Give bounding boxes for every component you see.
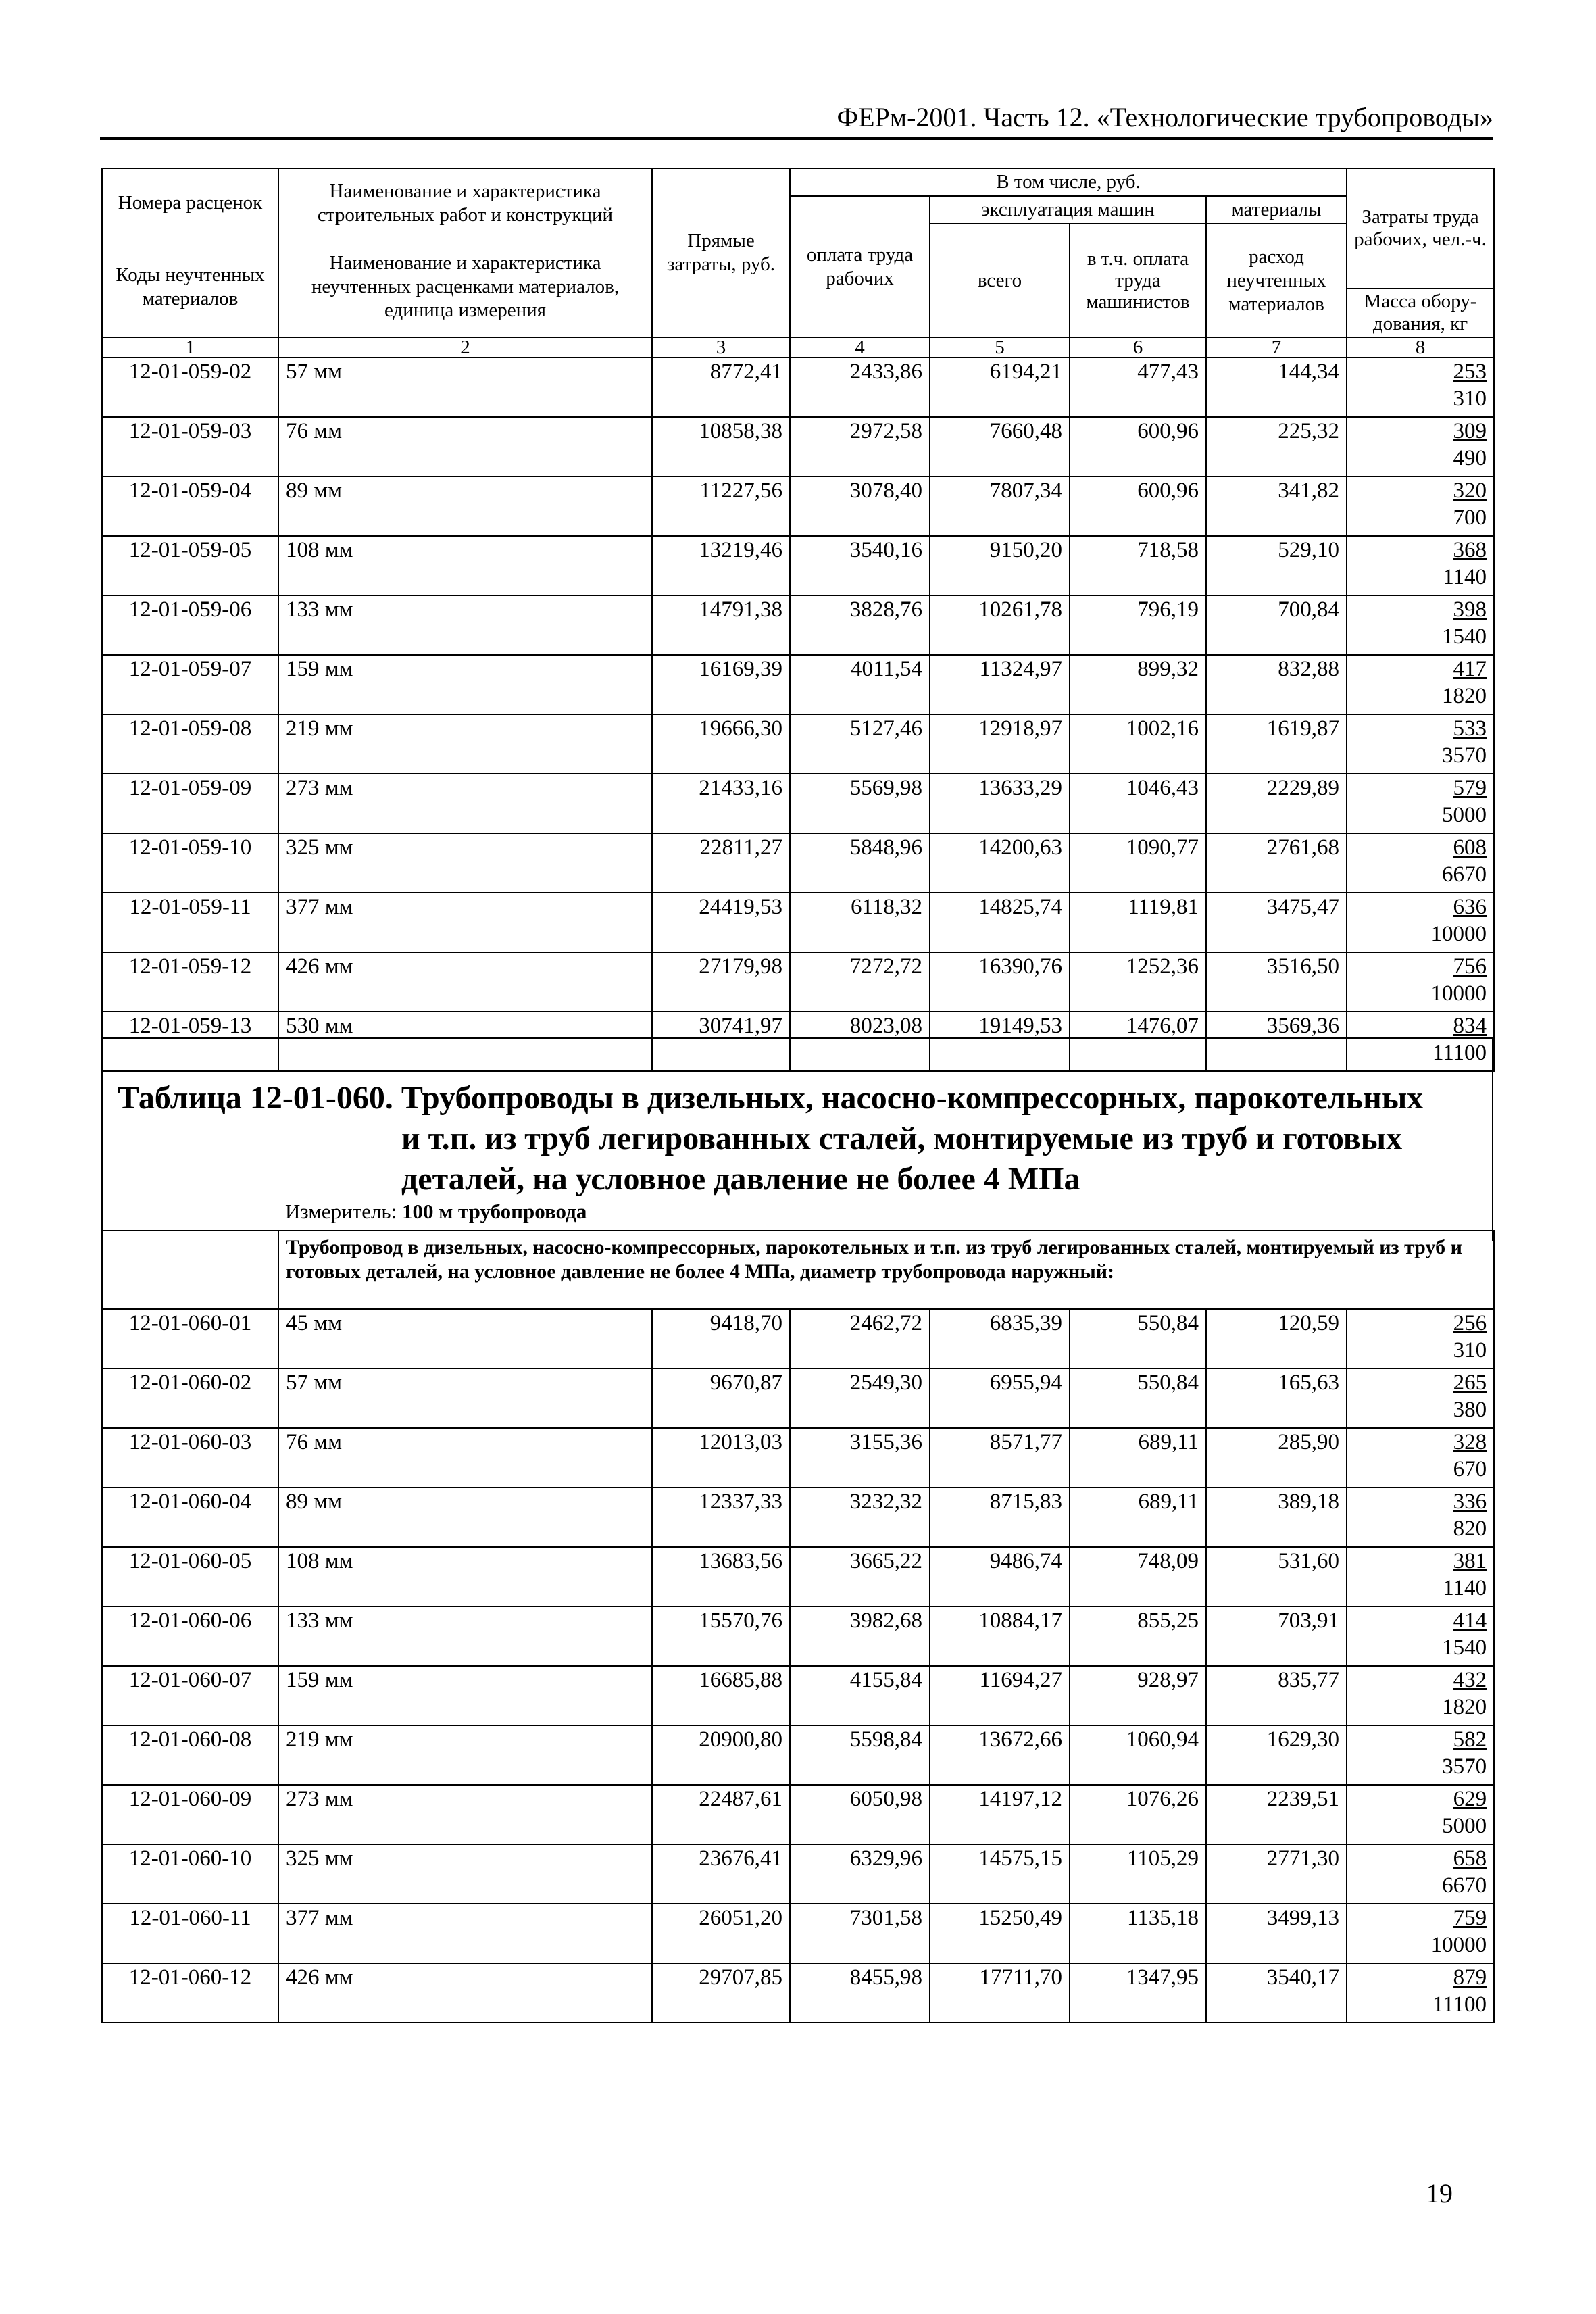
table-row bbox=[102, 774, 1494, 833]
materials-cost: 165,63 bbox=[1206, 1369, 1347, 1428]
operators-wages: 689,11 bbox=[1070, 1487, 1206, 1547]
materials-cost: 3569,36 bbox=[1206, 1012, 1347, 1071]
direct-costs: 16685,88 bbox=[652, 1666, 790, 1725]
machines-total: 14197,12 bbox=[930, 1785, 1070, 1844]
direct-costs: 19666,30 bbox=[652, 714, 790, 774]
pipe-diameter: 89 мм bbox=[278, 1487, 652, 1547]
labor-and-mass bbox=[1347, 893, 1494, 952]
direct-costs: 29707,85 bbox=[652, 1963, 790, 2023]
table-row bbox=[102, 1606, 1494, 1666]
labor-and-mass bbox=[1347, 1666, 1494, 1725]
labor-hours: 432 bbox=[1453, 1668, 1487, 1692]
equipment-mass: 1540 bbox=[1442, 1635, 1487, 1660]
rate-code: 12-01-060-04 bbox=[102, 1487, 278, 1547]
table-row bbox=[102, 714, 1494, 774]
measure-label: Измеритель: bbox=[285, 1200, 397, 1223]
labor-hours: 608 bbox=[1453, 835, 1487, 860]
pipe-diameter: 57 мм bbox=[278, 358, 652, 417]
rate-code: 12-01-060-10 bbox=[102, 1844, 278, 1904]
labor-hours: 320 bbox=[1453, 478, 1487, 503]
equipment-mass: 10000 bbox=[1430, 1933, 1487, 1957]
equipment-mass: 3570 bbox=[1442, 1754, 1487, 1779]
operators-wages: 1476,07 bbox=[1070, 1012, 1206, 1071]
table-title-section bbox=[101, 1037, 1493, 1241]
rate-code: 12-01-059-02 bbox=[102, 358, 278, 417]
machines-total: 6955,94 bbox=[930, 1369, 1070, 1428]
col-direct-costs-header: Прямые затраты, руб. bbox=[652, 168, 790, 337]
operators-wages: 1105,29 bbox=[1070, 1844, 1206, 1904]
wages: 3232,32 bbox=[790, 1487, 930, 1547]
rate-code: 12-01-059-10 bbox=[102, 833, 278, 893]
equipment-mass: 10000 bbox=[1430, 981, 1487, 1006]
direct-costs: 26051,20 bbox=[652, 1904, 790, 1963]
table-row bbox=[102, 833, 1494, 893]
pipe-diameter: 76 мм bbox=[278, 1428, 652, 1487]
rate-code: 12-01-059-07 bbox=[102, 655, 278, 714]
machines-total: 17711,70 bbox=[930, 1963, 1070, 2023]
equipment-mass: 1140 bbox=[1443, 1576, 1487, 1600]
machines-total: 14825,74 bbox=[930, 893, 1070, 952]
materials-cost: 3475,47 bbox=[1206, 893, 1347, 952]
labor-and-mass bbox=[1347, 1963, 1494, 2023]
machines-total: 10884,17 bbox=[930, 1606, 1070, 1666]
labor-and-mass bbox=[1347, 952, 1494, 1012]
materials-cost: 832,88 bbox=[1206, 655, 1347, 714]
direct-costs: 22487,61 bbox=[652, 1785, 790, 1844]
wages: 3155,36 bbox=[790, 1428, 930, 1487]
col-work-name-header: Наименование и характеристика строительных работ и конструкций bbox=[278, 168, 652, 237]
labor-and-mass bbox=[1347, 1369, 1494, 1428]
equipment-mass: 380 bbox=[1453, 1398, 1487, 1422]
table-row bbox=[102, 1725, 1494, 1785]
wages: 6118,32 bbox=[790, 893, 930, 952]
materials-cost: 389,18 bbox=[1206, 1487, 1347, 1547]
materials-cost: 341,82 bbox=[1206, 476, 1347, 536]
wages: 3540,16 bbox=[790, 536, 930, 595]
table-row bbox=[102, 1369, 1494, 1428]
direct-costs: 23676,41 bbox=[652, 1844, 790, 1904]
labor-and-mass bbox=[1347, 1606, 1494, 1666]
machines-total: 8715,83 bbox=[930, 1487, 1070, 1547]
materials-cost: 225,32 bbox=[1206, 417, 1347, 476]
table-row bbox=[102, 893, 1494, 952]
col-number-3: 3 bbox=[652, 337, 790, 358]
table-row bbox=[102, 1487, 1494, 1547]
table-row bbox=[102, 1547, 1494, 1606]
rate-code: 12-01-059-04 bbox=[102, 476, 278, 536]
labor-and-mass bbox=[1347, 655, 1494, 714]
equipment-mass: 5000 bbox=[1442, 803, 1487, 827]
direct-costs: 13683,56 bbox=[652, 1547, 790, 1606]
materials-cost: 3540,17 bbox=[1206, 1963, 1347, 2023]
wages: 2433,86 bbox=[790, 358, 930, 417]
materials-cost: 2239,51 bbox=[1206, 1785, 1347, 1844]
table-row bbox=[102, 1428, 1494, 1487]
wages: 3982,68 bbox=[790, 1606, 930, 1666]
equipment-mass: 10000 bbox=[1430, 922, 1487, 946]
col-mass-header: Масса обору-дования, кг bbox=[1347, 289, 1494, 337]
col-material-name-header: Наименование и характеристика неучтенных расценками материалов, единица измерения bbox=[278, 237, 652, 337]
labor-and-mass bbox=[1347, 1487, 1494, 1547]
labor-and-mass bbox=[1347, 1725, 1494, 1785]
wages: 5598,84 bbox=[790, 1725, 930, 1785]
pipe-diameter: 273 мм bbox=[278, 774, 652, 833]
machines-total: 19149,53 bbox=[930, 1012, 1070, 1071]
machines-total: 13633,29 bbox=[930, 774, 1070, 833]
equipment-mass: 11100 bbox=[1432, 1041, 1487, 1065]
materials-cost: 2761,68 bbox=[1206, 833, 1347, 893]
pipe-diameter: 426 мм bbox=[278, 952, 652, 1012]
operators-wages: 550,84 bbox=[1070, 1309, 1206, 1369]
materials-cost: 529,10 bbox=[1206, 536, 1347, 595]
pipe-diameter: 273 мм bbox=[278, 1785, 652, 1844]
section-code-cell bbox=[102, 1231, 278, 1309]
direct-costs: 9670,87 bbox=[652, 1369, 790, 1428]
equipment-mass: 5000 bbox=[1442, 1814, 1487, 1838]
direct-costs: 10858,38 bbox=[652, 417, 790, 476]
pipe-diameter: 108 мм bbox=[278, 1547, 652, 1606]
materials-cost: 3499,13 bbox=[1206, 1904, 1347, 1963]
wages: 4011,54 bbox=[790, 655, 930, 714]
equipment-mass: 1820 bbox=[1442, 684, 1487, 708]
table-row bbox=[102, 1963, 1494, 2023]
pipe-diameter: 57 мм bbox=[278, 1369, 652, 1428]
rate-code: 12-01-059-05 bbox=[102, 536, 278, 595]
pipe-diameter: 45 мм bbox=[278, 1309, 652, 1369]
rate-code: 12-01-059-12 bbox=[102, 952, 278, 1012]
operators-wages: 748,09 bbox=[1070, 1547, 1206, 1606]
machines-total: 16390,76 bbox=[930, 952, 1070, 1012]
wages: 4155,84 bbox=[790, 1666, 930, 1725]
labor-and-mass bbox=[1347, 1904, 1494, 1963]
equipment-mass: 1820 bbox=[1442, 1695, 1487, 1719]
machines-total: 14575,15 bbox=[930, 1844, 1070, 1904]
wages: 6050,98 bbox=[790, 1785, 930, 1844]
operators-wages: 1060,94 bbox=[1070, 1725, 1206, 1785]
machines-total: 15250,49 bbox=[930, 1904, 1070, 1963]
equipment-mass: 6670 bbox=[1442, 862, 1487, 887]
labor-hours: 756 bbox=[1453, 954, 1487, 979]
table-row bbox=[102, 417, 1494, 476]
col-number-5: 5 bbox=[930, 337, 1070, 358]
rate-code: 12-01-059-13 bbox=[102, 1012, 278, 1071]
operators-wages: 1002,16 bbox=[1070, 714, 1206, 774]
wages: 8023,08 bbox=[790, 1012, 930, 1071]
rate-code: 12-01-060-05 bbox=[102, 1547, 278, 1606]
pipe-diameter: 530 мм bbox=[278, 1012, 652, 1071]
operators-wages: 1046,43 bbox=[1070, 774, 1206, 833]
rate-code: 12-01-060-09 bbox=[102, 1785, 278, 1844]
direct-costs: 15570,76 bbox=[652, 1606, 790, 1666]
rate-code: 12-01-060-03 bbox=[102, 1428, 278, 1487]
machines-total: 11694,27 bbox=[930, 1666, 1070, 1725]
operators-wages: 1347,95 bbox=[1070, 1963, 1206, 2023]
direct-costs: 21433,16 bbox=[652, 774, 790, 833]
machines-total: 9150,20 bbox=[930, 536, 1070, 595]
materials-cost: 285,90 bbox=[1206, 1428, 1347, 1487]
labor-hours: 414 bbox=[1453, 1608, 1487, 1633]
rate-code: 12-01-059-06 bbox=[102, 595, 278, 655]
labor-hours: 533 bbox=[1453, 716, 1487, 741]
materials-cost: 1629,30 bbox=[1206, 1725, 1347, 1785]
equipment-mass: 310 bbox=[1453, 387, 1487, 411]
wages: 8455,98 bbox=[790, 1963, 930, 2023]
direct-costs: 22811,27 bbox=[652, 833, 790, 893]
labor-hours: 658 bbox=[1453, 1846, 1487, 1871]
table-row bbox=[102, 1844, 1494, 1904]
pipe-diameter: 325 мм bbox=[278, 833, 652, 893]
operators-wages: 899,32 bbox=[1070, 655, 1206, 714]
equipment-mass: 1540 bbox=[1442, 624, 1487, 649]
wages: 7301,58 bbox=[790, 1904, 930, 1963]
col-operators-header: в т.ч. оплата труда машинистов bbox=[1070, 224, 1206, 337]
wages: 5848,96 bbox=[790, 833, 930, 893]
labor-and-mass bbox=[1347, 714, 1494, 774]
materials-cost: 2771,30 bbox=[1206, 1844, 1347, 1904]
direct-costs: 12337,33 bbox=[652, 1487, 790, 1547]
operators-wages: 477,43 bbox=[1070, 358, 1206, 417]
pipe-diameter: 89 мм bbox=[278, 476, 652, 536]
col-rate-number-header: Номера расценок bbox=[102, 168, 278, 237]
labor-hours: 253 bbox=[1453, 360, 1487, 384]
col-number-4: 4 bbox=[790, 337, 930, 358]
labor-and-mass bbox=[1347, 1428, 1494, 1487]
labor-hours: 256 bbox=[1453, 1311, 1487, 1335]
table-row bbox=[102, 1309, 1494, 1369]
table-title-line-3: деталей, на условное давление не более 4 МПа bbox=[401, 1161, 1080, 1197]
direct-costs: 8772,41 bbox=[652, 358, 790, 417]
pipe-diameter: 219 мм bbox=[278, 714, 652, 774]
machines-total: 6194,21 bbox=[930, 358, 1070, 417]
pipe-diameter: 377 мм bbox=[278, 1904, 652, 1963]
machines-total: 13672,66 bbox=[930, 1725, 1070, 1785]
equipment-mass: 490 bbox=[1453, 446, 1487, 470]
rate-code: 12-01-059-03 bbox=[102, 417, 278, 476]
wages: 2972,58 bbox=[790, 417, 930, 476]
operators-wages: 600,96 bbox=[1070, 417, 1206, 476]
rate-code: 12-01-060-01 bbox=[102, 1309, 278, 1369]
equipment-mass: 1140 bbox=[1443, 565, 1487, 589]
labor-hours: 265 bbox=[1453, 1371, 1487, 1395]
direct-costs: 30741,97 bbox=[652, 1012, 790, 1071]
direct-costs: 13219,46 bbox=[652, 536, 790, 595]
pipe-diameter: 133 мм bbox=[278, 1606, 652, 1666]
operators-wages: 689,11 bbox=[1070, 1428, 1206, 1487]
equipment-mass: 820 bbox=[1453, 1517, 1487, 1541]
labor-hours: 381 bbox=[1453, 1549, 1487, 1573]
equipment-mass: 310 bbox=[1453, 1338, 1487, 1362]
section-description: Трубопровод в дизельных, насосно-компрессорных, парокотельных и т.п. из труб легированных сталей, монтируемый из труб и готовых деталей, на условное давление не более 4 МПа, диаметр трубопровода наружный: bbox=[278, 1231, 1494, 1309]
operators-wages: 600,96 bbox=[1070, 476, 1206, 536]
rate-code: 12-01-060-07 bbox=[102, 1666, 278, 1725]
equipment-mass: 6670 bbox=[1442, 1873, 1487, 1898]
direct-costs: 24419,53 bbox=[652, 893, 790, 952]
operators-wages: 1076,26 bbox=[1070, 1785, 1206, 1844]
operators-wages: 855,25 bbox=[1070, 1606, 1206, 1666]
col-number-2: 2 bbox=[278, 337, 652, 358]
wages: 3078,40 bbox=[790, 476, 930, 536]
rate-code: 12-01-059-09 bbox=[102, 774, 278, 833]
materials-cost: 120,59 bbox=[1206, 1309, 1347, 1369]
pipe-diameter: 133 мм bbox=[278, 595, 652, 655]
labor-and-mass bbox=[1347, 774, 1494, 833]
measure-unit bbox=[285, 1200, 587, 1224]
wages: 5569,98 bbox=[790, 774, 930, 833]
materials-cost: 144,34 bbox=[1206, 358, 1347, 417]
pipe-diameter: 219 мм bbox=[278, 1725, 652, 1785]
running-header: ФЕРм-2001. Часть 12. «Технологические трубопроводы» bbox=[100, 101, 1493, 140]
materials-cost: 835,77 bbox=[1206, 1666, 1347, 1725]
table-title-line-1: Таблица 12-01-060. Трубопроводы в дизельных, насосно-компрессорных, парокотельных bbox=[118, 1080, 1424, 1116]
col-wages-header: оплата труда рабочих bbox=[790, 196, 930, 337]
labor-hours: 759 bbox=[1453, 1906, 1487, 1930]
col-machines-total-header: всего bbox=[930, 224, 1070, 337]
operators-wages: 1252,36 bbox=[1070, 952, 1206, 1012]
direct-costs: 11227,56 bbox=[652, 476, 790, 536]
machines-total: 10261,78 bbox=[930, 595, 1070, 655]
labor-hours: 582 bbox=[1453, 1727, 1487, 1752]
col-materials-group-header: материалы bbox=[1206, 196, 1347, 224]
labor-hours: 368 bbox=[1453, 538, 1487, 562]
labor-hours: 629 bbox=[1453, 1787, 1487, 1811]
labor-and-mass bbox=[1347, 595, 1494, 655]
labor-and-mass bbox=[1347, 1844, 1494, 1904]
materials-cost: 700,84 bbox=[1206, 595, 1347, 655]
table-row bbox=[102, 655, 1494, 714]
machines-total: 11324,97 bbox=[930, 655, 1070, 714]
table-row bbox=[102, 358, 1494, 417]
operators-wages: 718,58 bbox=[1070, 536, 1206, 595]
equipment-mass: 3570 bbox=[1442, 743, 1487, 768]
labor-and-mass bbox=[1347, 833, 1494, 893]
table-title-line-2: и т.п. из труб легированных сталей, монтируемые из труб и готовых bbox=[401, 1121, 1403, 1156]
table-row bbox=[102, 1904, 1494, 1963]
machines-total: 7660,48 bbox=[930, 417, 1070, 476]
equipment-mass: 11100 bbox=[1432, 1992, 1487, 2017]
wages: 2462,72 bbox=[790, 1309, 930, 1369]
labor-and-mass bbox=[1347, 536, 1494, 595]
labor-hours: 636 bbox=[1453, 895, 1487, 919]
labor-and-mass bbox=[1347, 1547, 1494, 1606]
pipe-diameter: 426 мм bbox=[278, 1963, 652, 2023]
labor-hours: 417 bbox=[1453, 657, 1487, 681]
col-materials-header: расход неучтенных материалов bbox=[1206, 224, 1347, 337]
labor-hours: 579 bbox=[1453, 776, 1487, 800]
operators-wages: 796,19 bbox=[1070, 595, 1206, 655]
table-row bbox=[102, 476, 1494, 536]
rate-code: 12-01-060-08 bbox=[102, 1725, 278, 1785]
col-including-header: В том числе, руб. bbox=[790, 168, 1347, 196]
pipe-diameter: 377 мм bbox=[278, 893, 652, 952]
table-row bbox=[102, 952, 1494, 1012]
measure-value: 100 м трубопровода bbox=[401, 1200, 587, 1223]
materials-cost: 2229,89 bbox=[1206, 774, 1347, 833]
col-number-1: 1 bbox=[102, 337, 278, 358]
machines-total: 8571,77 bbox=[930, 1428, 1070, 1487]
rate-code: 12-01-059-11 bbox=[102, 893, 278, 952]
direct-costs: 27179,98 bbox=[652, 952, 790, 1012]
labor-and-mass bbox=[1347, 358, 1494, 417]
operators-wages: 550,84 bbox=[1070, 1369, 1206, 1428]
direct-costs: 20900,80 bbox=[652, 1725, 790, 1785]
materials-cost: 1619,87 bbox=[1206, 714, 1347, 774]
pipe-diameter: 108 мм bbox=[278, 536, 652, 595]
machines-total: 6835,39 bbox=[930, 1309, 1070, 1369]
table-row bbox=[102, 1785, 1494, 1844]
rate-code: 12-01-059-08 bbox=[102, 714, 278, 774]
wages: 2549,30 bbox=[790, 1369, 930, 1428]
labor-hours: 328 bbox=[1453, 1430, 1487, 1454]
wages: 6329,96 bbox=[790, 1844, 930, 1904]
rate-code: 12-01-060-12 bbox=[102, 1963, 278, 2023]
materials-cost: 531,60 bbox=[1206, 1547, 1347, 1606]
col-machines-group-header: эксплуатация машин bbox=[930, 196, 1206, 224]
table-row bbox=[102, 595, 1494, 655]
operators-wages: 1090,77 bbox=[1070, 833, 1206, 893]
labor-and-mass bbox=[1347, 417, 1494, 476]
pipe-diameter: 159 мм bbox=[278, 1666, 652, 1725]
labor-hours: 879 bbox=[1453, 1965, 1487, 1990]
machines-total: 12918,97 bbox=[930, 714, 1070, 774]
labor-hours: 336 bbox=[1453, 1490, 1487, 1514]
table-title bbox=[118, 1078, 1496, 1200]
wages: 3665,22 bbox=[790, 1547, 930, 1606]
rate-code: 12-01-060-11 bbox=[102, 1904, 278, 1963]
machines-total: 14200,63 bbox=[930, 833, 1070, 893]
labor-and-mass bbox=[1347, 476, 1494, 536]
pipe-diameter: 76 мм bbox=[278, 417, 652, 476]
wages: 7272,72 bbox=[790, 952, 930, 1012]
col-labor-header: Затраты труда рабочих, чел.-ч. bbox=[1347, 168, 1494, 289]
pipe-diameter: 325 мм bbox=[278, 1844, 652, 1904]
labor-and-mass bbox=[1347, 1309, 1494, 1369]
labor-hours: 309 bbox=[1453, 419, 1487, 443]
rates-table-059 bbox=[101, 168, 1495, 1072]
labor-hours: 834 bbox=[1453, 1014, 1487, 1038]
direct-costs: 14791,38 bbox=[652, 595, 790, 655]
materials-cost: 703,91 bbox=[1206, 1606, 1347, 1666]
wages: 3828,76 bbox=[790, 595, 930, 655]
rate-code: 12-01-060-06 bbox=[102, 1606, 278, 1666]
labor-and-mass bbox=[1347, 1785, 1494, 1844]
rate-code: 12-01-060-02 bbox=[102, 1369, 278, 1428]
operators-wages: 928,97 bbox=[1070, 1666, 1206, 1725]
table-row bbox=[102, 536, 1494, 595]
col-number-6: 6 bbox=[1070, 337, 1206, 358]
rates-table-060 bbox=[101, 1230, 1495, 2023]
pipe-diameter: 159 мм bbox=[278, 655, 652, 714]
table-row bbox=[102, 1666, 1494, 1725]
wages: 5127,46 bbox=[790, 714, 930, 774]
col-number-7: 7 bbox=[1206, 337, 1347, 358]
operators-wages: 1135,18 bbox=[1070, 1904, 1206, 1963]
labor-hours: 398 bbox=[1453, 597, 1487, 622]
col-number-8: 8 bbox=[1347, 337, 1494, 358]
materials-cost: 3516,50 bbox=[1206, 952, 1347, 1012]
direct-costs: 12013,03 bbox=[652, 1428, 790, 1487]
machines-total: 9486,74 bbox=[930, 1547, 1070, 1606]
operators-wages: 1119,81 bbox=[1070, 893, 1206, 952]
machines-total: 7807,34 bbox=[930, 476, 1070, 536]
direct-costs: 9418,70 bbox=[652, 1309, 790, 1369]
direct-costs: 16169,39 bbox=[652, 655, 790, 714]
equipment-mass: 700 bbox=[1453, 506, 1487, 530]
page-number: 19 bbox=[1426, 2178, 1453, 2209]
col-material-codes-header: Коды неучтенных материалов bbox=[102, 237, 278, 337]
equipment-mass: 670 bbox=[1453, 1457, 1487, 1481]
